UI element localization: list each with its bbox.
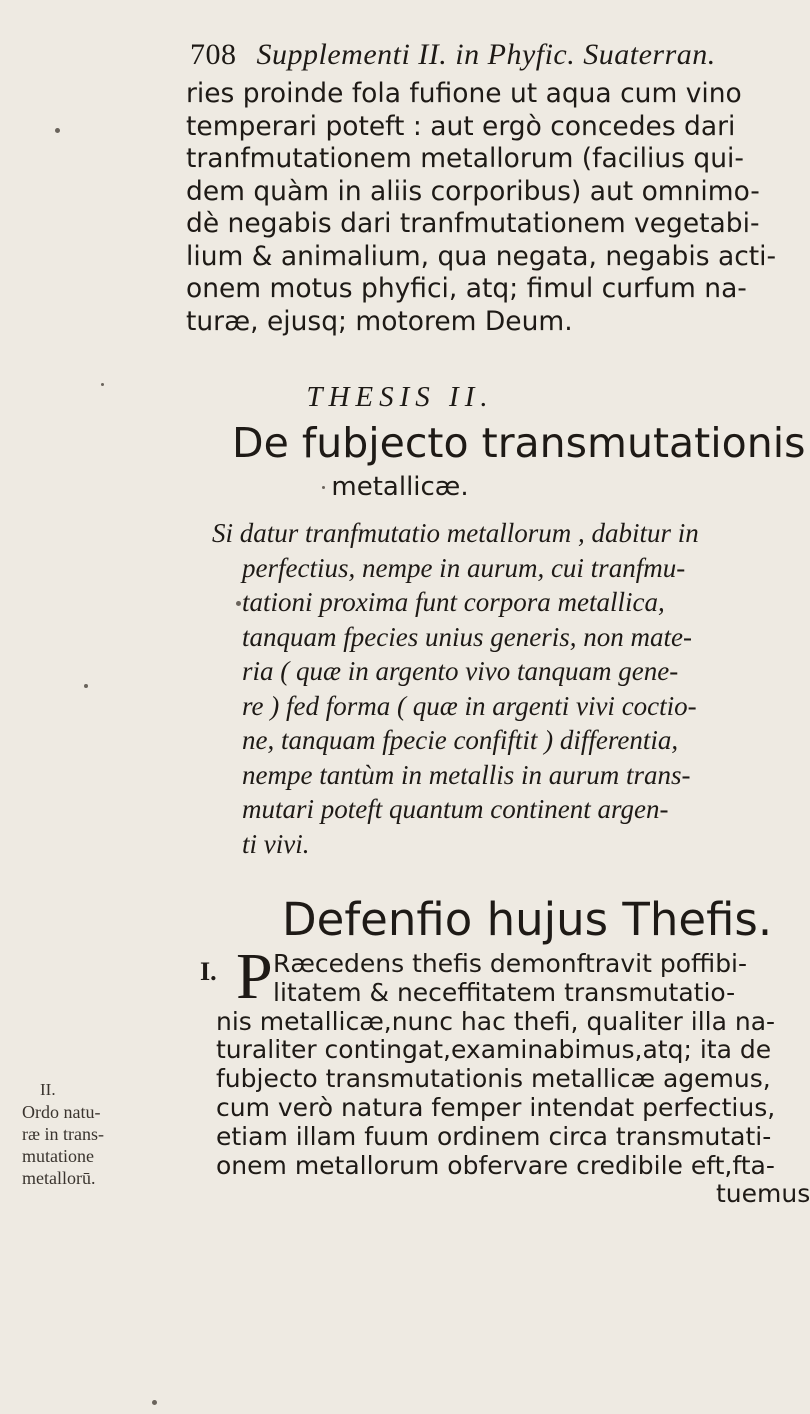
text-line: litatem & neceffitatem transmutatio-	[273, 977, 736, 1007]
margin-note-line: mutatione	[22, 1146, 94, 1166]
paper-speck	[101, 383, 104, 386]
text-line: dè negabis dari tranfmutationem vegetabi-	[186, 208, 760, 239]
paper-speck	[152, 1400, 157, 1405]
paper-speck	[236, 601, 241, 606]
margin-note-line: ræ in trans-	[22, 1124, 104, 1144]
italic-line: perfectius, nempe in aurum, cui tranfmu-	[242, 552, 686, 583]
running-title: Supplementi II. in Phyfic. Suaterran.	[256, 38, 716, 71]
defense-paragraph	[216, 949, 810, 1209]
paper-speck	[322, 486, 325, 489]
text-line: ries proinde fola fufione ut aqua cum vino	[186, 78, 742, 109]
thesis-statement	[212, 516, 792, 861]
italic-line: ne, tanquam fpecie confiftit ) differentia,	[242, 725, 679, 755]
paper-speck	[84, 684, 88, 688]
italic-line: ria ( quæ in argento vivo tanquam gene-	[242, 656, 679, 686]
margin-note-line: Ordo natu-	[22, 1102, 101, 1122]
text-line: lium & animalium, qua negata, negabis acti-	[186, 240, 777, 272]
text-line: turaliter contingat,examinabimus,atq; ita de	[216, 1035, 772, 1065]
text-line: turæ, ejusq; motorem Deum.	[186, 305, 573, 337]
defense-heading: Defenfio hujus Thefis.	[282, 893, 773, 946]
italic-line: mutari poteft quantum continent argen-	[242, 794, 669, 824]
italic-line: re ) fed forma ( quæ in argenti vivi coctio-	[242, 690, 697, 721]
section-number: I.	[200, 957, 217, 986]
thesis-label: THESIS II.	[306, 381, 494, 413]
body-paragraph	[186, 78, 776, 338]
page-number: 708	[190, 38, 237, 71]
drop-cap: P	[236, 940, 273, 1013]
text-line: fubjecto transmutationis metallicæ agemus,	[216, 1064, 771, 1094]
text-line: nis metallicæ,nunc hac thefi, qualiter illa na-	[216, 1006, 776, 1036]
paper-speck	[55, 128, 60, 133]
margin-note	[22, 1079, 122, 1189]
text-line: tranfmutationem metallorum (facilius qui-	[186, 143, 744, 174]
page-header	[190, 38, 716, 72]
text-line: etiam illam fuum ordinem circa transmutati-	[216, 1121, 772, 1151]
text-line: onem metallorum obfervare credibile eft,fta-	[216, 1150, 775, 1180]
text-line: cum verò natura femper intendat perfectius,	[216, 1092, 776, 1122]
text-line: dem quàm in aliis corporibus) aut omnimo-	[186, 175, 760, 207]
text-line: onem motus phyfici, atq; fimul curfum na-	[186, 273, 747, 304]
italic-line: tationi proxima funt corpora metallica,	[242, 587, 665, 617]
margin-note-number: II.	[40, 1080, 56, 1099]
thesis-title: De fubjecto transmutationis	[232, 419, 806, 467]
thesis-subtitle: metallicæ.	[331, 472, 469, 502]
italic-line: Si datur tranfmutatio metallorum , dabitur in	[212, 518, 699, 548]
italic-line: ti vivi.	[242, 828, 310, 859]
text-line: temperari poteft : aut ergò concedes dari	[186, 110, 736, 142]
margin-note-line: metallorū.	[22, 1168, 96, 1188]
italic-line: tanquam fpecies unius generis, non mate-	[242, 621, 692, 652]
text-line: tuemus	[716, 1179, 810, 1209]
italic-line: nempe tantùm in metallis in aurum trans-	[242, 759, 691, 790]
text-line: Ræcedens thefis demonftravit poffibi-	[273, 949, 748, 978]
